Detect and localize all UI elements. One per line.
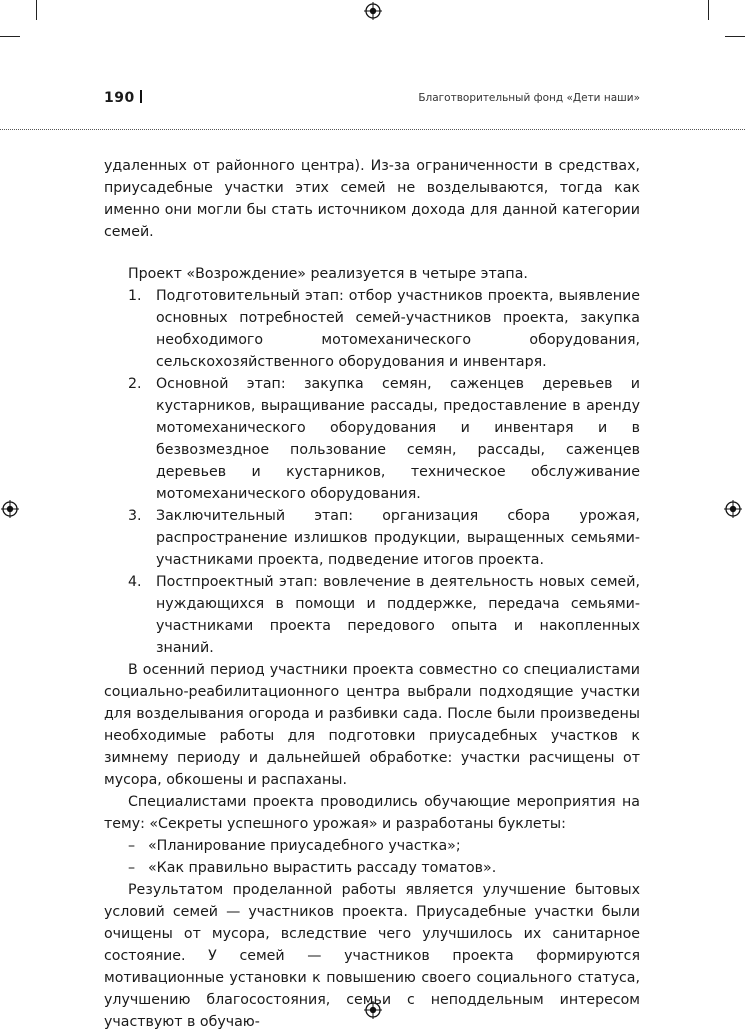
crop-mark-left-top xyxy=(0,36,20,37)
running-header xyxy=(104,90,640,112)
stage-item xyxy=(104,373,640,505)
crop-mark-top-left xyxy=(36,0,37,20)
stage-number: 1. xyxy=(128,288,142,304)
registration-mark-top xyxy=(364,2,382,20)
stage-text: Основной этап: закупка семян, саженцев деревьев и кустарников, выращивание рассады, предоставление в аренду мотомеханического оборудования и инвентаря и в безвозмездное пользование семян, рассады, саженцев деревьев и кустарников, техническое обслуживание мотомеханического оборудования. xyxy=(156,376,640,502)
page-body xyxy=(104,155,640,1033)
stage-number: 4. xyxy=(128,574,142,590)
header-dotted-rule xyxy=(0,129,745,130)
booklet-title: «Планирование приусадебного участка»; xyxy=(148,838,461,854)
crop-mark-top-right xyxy=(708,0,709,20)
paragraph-continued: удаленных от районного центра). Из-за ограниченности в средствах, приусадебные участки этих семей не возделываются, тогда как именно они могли бы стать источником дохода для данной категории семей. xyxy=(104,158,640,240)
dash-marker: – xyxy=(128,838,136,854)
running-title: Благотворительный фонд «Дети наши» xyxy=(418,92,640,104)
stage-text: Подготовительный этап: отбор участников проекта, выявление основных потребностей семей-участников проекта, закупка необходимого мотомеханического оборудования, сельскохозяйственного оборудования и инвентаря. xyxy=(156,288,640,370)
stages-list xyxy=(104,285,640,659)
stage-number: 2. xyxy=(128,376,142,392)
booklet-title: «Как правильно вырастить рассаду томатов». xyxy=(148,860,497,876)
paragraph-result: Результатом проделанной работы является улучшение бытовых условий семей — участников проекта. Приусадебные участки были очищены от мусора, вследствие чего улучшилось их санитарное состояние. У семей — участников проекта формируются мотивационные установки к повышению своего социального статуса, улучшению благосостояния, семьи с неподдельным интересом участвуют в обучаю- xyxy=(104,882,640,1030)
stage-item xyxy=(104,285,640,373)
page-number: 190 xyxy=(104,90,142,106)
stage-item xyxy=(104,505,640,571)
paragraph-specialists: Специалистами проекта проводились обучающие мероприятия на тему: «Секреты успешного урожая» и разработаны буклеты: xyxy=(104,794,640,832)
registration-mark-left xyxy=(1,500,19,518)
stage-text: Заключительный этап: организация сбора урожая, распространение излишков продукции, выращенных семьями-участниками проекта, подведение итогов проекта. xyxy=(156,508,640,568)
registration-mark-right xyxy=(724,500,742,518)
paragraph-autumn: В осенний период участники проекта совместно со специалистами социально-реабилитационного центра выбрали подходящие участки для возделывания огорода и разбивки сада. После были произведены необходимые работы для подготовки приусадебных участков к зимнему периоду и дальнейшей обработке: участки расчищены от мусора, обкошены и распаханы. xyxy=(104,662,640,788)
stage-number: 3. xyxy=(128,508,142,524)
booklet-item xyxy=(104,857,640,879)
stage-text: Постпроектный этап: вовлечение в деятельность новых семей, нуждающихся в помощи и поддержке, передача семьями-участниками проекта передового опыта и накопленных знаний. xyxy=(156,574,640,656)
dash-marker: – xyxy=(128,860,136,876)
paragraph-stages-intro: Проект «Возрождение» реализуется в четыре этапа. xyxy=(128,266,528,282)
crop-mark-right-top xyxy=(725,36,745,37)
page-number-separator xyxy=(140,90,142,103)
stage-item xyxy=(104,571,640,659)
booklet-item xyxy=(104,835,640,857)
